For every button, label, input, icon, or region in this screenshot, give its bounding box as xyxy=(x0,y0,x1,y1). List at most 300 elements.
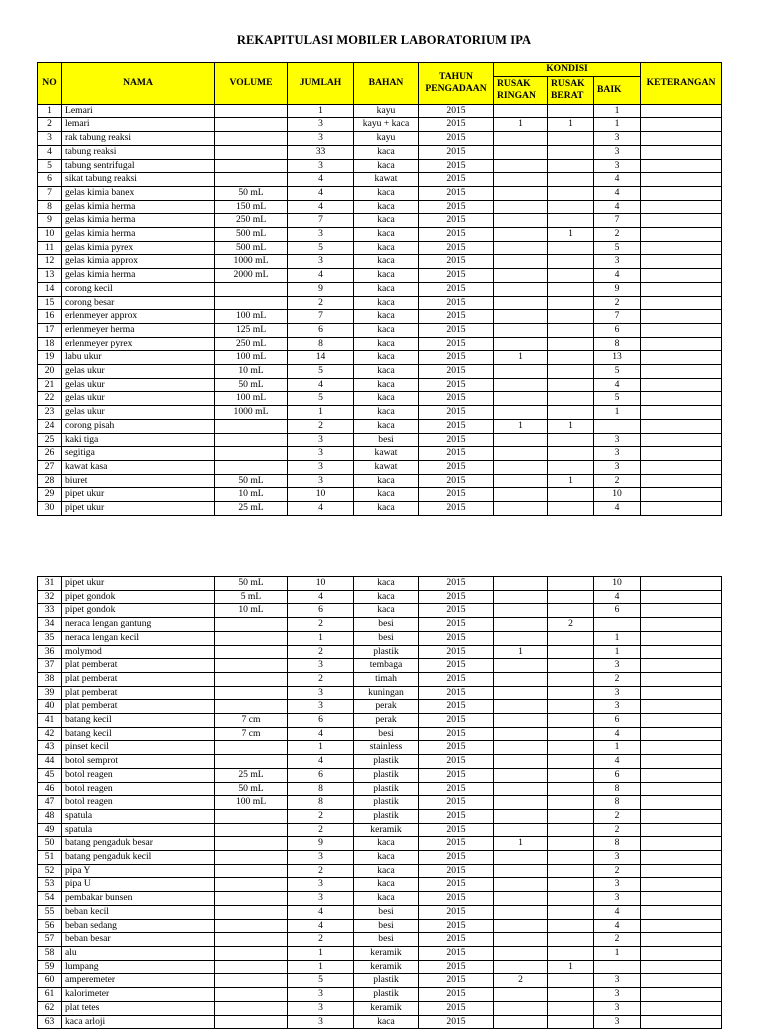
cell-jumlah: 3 xyxy=(288,659,354,673)
cell-bahan: kawat xyxy=(354,460,419,474)
cell-keterangan xyxy=(641,919,722,933)
table-row xyxy=(38,159,722,173)
cell-rusak-berat xyxy=(548,378,594,392)
cell-no: 33 xyxy=(38,604,62,618)
cell-rusak-berat xyxy=(548,946,594,960)
cell-nama: tabung reaksi xyxy=(62,145,215,159)
cell-keterangan xyxy=(641,433,722,447)
cell-baik: 10 xyxy=(594,577,641,591)
cell-baik: 7 xyxy=(594,214,641,228)
cell-rusak-berat xyxy=(548,714,594,728)
table-row xyxy=(38,590,722,604)
cell-bahan: besi xyxy=(354,433,419,447)
cell-volume: 7 cm xyxy=(215,727,288,741)
cell-bahan: plastik xyxy=(354,974,419,988)
cell-nama: botol semprot xyxy=(62,755,215,769)
cell-nama: segitiga xyxy=(62,447,215,461)
cell-baik: 4 xyxy=(594,502,641,516)
cell-volume: 125 mL xyxy=(215,323,288,337)
cell-rusak-ringan xyxy=(494,714,548,728)
cell-bahan: perak xyxy=(354,714,419,728)
cell-rusak-ringan xyxy=(494,796,548,810)
cell-no: 37 xyxy=(38,659,62,673)
cell-nama: gelas ukur xyxy=(62,378,215,392)
cell-no: 6 xyxy=(38,173,62,187)
header-tahun-line2: PENGADAAN xyxy=(425,83,487,95)
cell-no: 57 xyxy=(38,933,62,947)
cell-keterangan xyxy=(641,228,722,242)
cell-jumlah: 10 xyxy=(288,577,354,591)
cell-tahun: 2015 xyxy=(419,590,494,604)
cell-jumlah: 2 xyxy=(288,672,354,686)
cell-volume xyxy=(215,960,288,974)
cell-tahun: 2015 xyxy=(419,132,494,146)
cell-volume: 100 mL xyxy=(215,310,288,324)
cell-nama: beban kecil xyxy=(62,905,215,919)
cell-baik: 2 xyxy=(594,864,641,878)
cell-tahun: 2015 xyxy=(419,741,494,755)
cell-baik: 4 xyxy=(594,919,641,933)
cell-tahun: 2015 xyxy=(419,796,494,810)
cell-keterangan xyxy=(641,310,722,324)
cell-no: 55 xyxy=(38,905,62,919)
cell-rusak-berat xyxy=(548,351,594,365)
cell-volume: 250 mL xyxy=(215,337,288,351)
cell-rusak-ringan xyxy=(494,337,548,351)
cell-rusak-ringan xyxy=(494,296,548,310)
cell-nama: spatula xyxy=(62,809,215,823)
cell-volume xyxy=(215,905,288,919)
cell-keterangan xyxy=(641,672,722,686)
cell-volume: 250 mL xyxy=(215,214,288,228)
cell-jumlah: 2 xyxy=(288,823,354,837)
cell-volume: 5 mL xyxy=(215,590,288,604)
cell-tahun: 2015 xyxy=(419,337,494,351)
cell-jumlah: 8 xyxy=(288,796,354,810)
cell-rusak-ringan xyxy=(494,228,548,242)
cell-volume xyxy=(215,282,288,296)
cell-tahun: 2015 xyxy=(419,988,494,1002)
cell-jumlah: 14 xyxy=(288,351,354,365)
cell-no: 12 xyxy=(38,255,62,269)
cell-bahan: kaca xyxy=(354,864,419,878)
cell-bahan: perak xyxy=(354,700,419,714)
table-row xyxy=(38,782,722,796)
header-rusak-ringan xyxy=(494,76,548,104)
cell-nama: pipet ukur xyxy=(62,577,215,591)
cell-jumlah: 6 xyxy=(288,604,354,618)
cell-bahan: kaca xyxy=(354,892,419,906)
cell-tahun: 2015 xyxy=(419,269,494,283)
cell-no: 59 xyxy=(38,960,62,974)
cell-jumlah: 1 xyxy=(288,946,354,960)
cell-no: 51 xyxy=(38,851,62,865)
cell-tahun: 2015 xyxy=(419,392,494,406)
header-no: NO xyxy=(38,63,62,105)
cell-baik: 1 xyxy=(594,946,641,960)
cell-no: 11 xyxy=(38,241,62,255)
cell-no: 7 xyxy=(38,186,62,200)
cell-bahan: kaca xyxy=(354,337,419,351)
cell-bahan: kaca xyxy=(354,577,419,591)
cell-jumlah: 1 xyxy=(288,960,354,974)
cell-rusak-ringan xyxy=(494,365,548,379)
document-title: REKAPITULASI MOBILER LABORATORIUM IPA xyxy=(236,33,532,47)
header-volume: VOLUME xyxy=(215,63,288,105)
cell-baik: 3 xyxy=(594,255,641,269)
header-keterangan: KETERANGAN xyxy=(641,63,722,105)
cell-rusak-ringan xyxy=(494,672,548,686)
cell-nama: spatula xyxy=(62,823,215,837)
cell-bahan: kaca xyxy=(354,282,419,296)
cell-volume xyxy=(215,686,288,700)
cell-volume: 100 mL xyxy=(215,796,288,810)
cell-bahan: besi xyxy=(354,905,419,919)
cell-keterangan xyxy=(641,474,722,488)
cell-keterangan xyxy=(641,974,722,988)
cell-rusak-ringan xyxy=(494,474,548,488)
cell-no: 49 xyxy=(38,823,62,837)
cell-baik: 6 xyxy=(594,714,641,728)
table-row xyxy=(38,1001,722,1015)
cell-tahun: 2015 xyxy=(419,118,494,132)
cell-rusak-ringan xyxy=(494,488,548,502)
cell-rusak-berat xyxy=(548,282,594,296)
table-row xyxy=(38,892,722,906)
cell-volume xyxy=(215,919,288,933)
cell-baik: 5 xyxy=(594,241,641,255)
cell-keterangan xyxy=(641,1001,722,1015)
header-rusak-berat-line2: BERAT xyxy=(551,90,584,102)
cell-bahan: kaca xyxy=(354,269,419,283)
cell-bahan: besi xyxy=(354,919,419,933)
cell-baik: 5 xyxy=(594,365,641,379)
cell-tahun: 2015 xyxy=(419,768,494,782)
cell-tahun: 2015 xyxy=(419,228,494,242)
cell-rusak-berat: 2 xyxy=(548,618,594,632)
cell-keterangan xyxy=(641,864,722,878)
cell-bahan: plastik xyxy=(354,768,419,782)
cell-no: 27 xyxy=(38,460,62,474)
cell-jumlah: 4 xyxy=(288,186,354,200)
cell-bahan: kaca xyxy=(354,474,419,488)
cell-volume: 10 mL xyxy=(215,365,288,379)
cell-bahan: kaca xyxy=(354,419,419,433)
cell-tahun: 2015 xyxy=(419,214,494,228)
cell-bahan: besi xyxy=(354,933,419,947)
cell-rusak-ringan: 1 xyxy=(494,645,548,659)
cell-tahun: 2015 xyxy=(419,502,494,516)
cell-bahan: kaca xyxy=(354,241,419,255)
cell-bahan: kawat xyxy=(354,173,419,187)
cell-rusak-ringan xyxy=(494,214,548,228)
cell-volume xyxy=(215,1001,288,1015)
cell-nama: pipet ukur xyxy=(62,488,215,502)
cell-tahun: 2015 xyxy=(419,282,494,296)
cell-baik: 1 xyxy=(594,741,641,755)
cell-baik: 4 xyxy=(594,269,641,283)
table-row xyxy=(38,618,722,632)
cell-jumlah: 33 xyxy=(288,145,354,159)
cell-volume: 7 cm xyxy=(215,714,288,728)
cell-bahan: tembaga xyxy=(354,659,419,673)
cell-keterangan xyxy=(641,782,722,796)
cell-no: 53 xyxy=(38,878,62,892)
cell-volume: 50 mL xyxy=(215,378,288,392)
cell-jumlah: 7 xyxy=(288,214,354,228)
cell-bahan: plastik xyxy=(354,796,419,810)
cell-nama: kaki tiga xyxy=(62,433,215,447)
table-row xyxy=(38,460,722,474)
cell-bahan: kaca xyxy=(354,310,419,324)
cell-volume xyxy=(215,618,288,632)
cell-rusak-berat xyxy=(548,864,594,878)
cell-nama: rak tabung reaksi xyxy=(62,132,215,146)
cell-rusak-berat: 1 xyxy=(548,474,594,488)
cell-volume xyxy=(215,173,288,187)
cell-volume: 50 mL xyxy=(215,782,288,796)
cell-baik: 8 xyxy=(594,337,641,351)
cell-keterangan xyxy=(641,337,722,351)
cell-tahun: 2015 xyxy=(419,837,494,851)
cell-no: 60 xyxy=(38,974,62,988)
cell-jumlah: 9 xyxy=(288,282,354,296)
cell-bahan: kayu xyxy=(354,104,419,118)
cell-rusak-berat xyxy=(548,727,594,741)
cell-keterangan xyxy=(641,282,722,296)
cell-rusak-berat xyxy=(548,214,594,228)
cell-no: 61 xyxy=(38,988,62,1002)
cell-rusak-ringan xyxy=(494,241,548,255)
table-row xyxy=(38,118,722,132)
table-row xyxy=(38,768,722,782)
cell-keterangan xyxy=(641,631,722,645)
cell-rusak-berat xyxy=(548,159,594,173)
header-baik: BAIK xyxy=(594,76,641,104)
table-row xyxy=(38,186,722,200)
cell-nama: Lemari xyxy=(62,104,215,118)
cell-nama: erlenmeyer pyrex xyxy=(62,337,215,351)
cell-rusak-ringan xyxy=(494,741,548,755)
cell-rusak-berat: 1 xyxy=(548,228,594,242)
cell-keterangan xyxy=(641,768,722,782)
cell-rusak-berat xyxy=(548,255,594,269)
table-row xyxy=(38,351,722,365)
cell-nama: tabung sentrifugal xyxy=(62,159,215,173)
cell-nama: pipet gondok xyxy=(62,604,215,618)
cell-no: 43 xyxy=(38,741,62,755)
cell-bahan: kaca xyxy=(354,378,419,392)
cell-volume xyxy=(215,892,288,906)
cell-baik: 3 xyxy=(594,988,641,1002)
cell-rusak-berat xyxy=(548,460,594,474)
cell-baik: 1 xyxy=(594,645,641,659)
cell-nama: corong besar xyxy=(62,296,215,310)
cell-baik: 1 xyxy=(594,631,641,645)
table-row xyxy=(38,365,722,379)
header-jumlah: JUMLAH xyxy=(288,63,354,105)
cell-no: 54 xyxy=(38,892,62,906)
cell-baik: 2 xyxy=(594,474,641,488)
cell-baik: 3 xyxy=(594,974,641,988)
cell-bahan: keramik xyxy=(354,823,419,837)
cell-nama: erlenmeyer herma xyxy=(62,323,215,337)
cell-no: 41 xyxy=(38,714,62,728)
cell-no: 52 xyxy=(38,864,62,878)
cell-rusak-berat xyxy=(548,809,594,823)
cell-volume: 25 mL xyxy=(215,502,288,516)
cell-rusak-berat xyxy=(548,686,594,700)
cell-tahun: 2015 xyxy=(419,672,494,686)
cell-volume: 50 mL xyxy=(215,186,288,200)
table-row xyxy=(38,323,722,337)
cell-bahan: kayu + kaca xyxy=(354,118,419,132)
cell-rusak-ringan xyxy=(494,173,548,187)
cell-no: 25 xyxy=(38,433,62,447)
cell-rusak-ringan: 1 xyxy=(494,419,548,433)
header-rusak-berat xyxy=(548,76,594,104)
cell-rusak-berat xyxy=(548,755,594,769)
cell-rusak-ringan xyxy=(494,433,548,447)
inventory-table-part-2 xyxy=(37,576,722,1029)
cell-tahun: 2015 xyxy=(419,659,494,673)
cell-rusak-ringan xyxy=(494,700,548,714)
cell-keterangan xyxy=(641,755,722,769)
cell-keterangan xyxy=(641,214,722,228)
cell-tahun: 2015 xyxy=(419,460,494,474)
cell-baik: 3 xyxy=(594,892,641,906)
cell-rusak-ringan xyxy=(494,878,548,892)
cell-nama: kawat kasa xyxy=(62,460,215,474)
cell-baik: 8 xyxy=(594,796,641,810)
cell-bahan: kaca xyxy=(354,186,419,200)
cell-no: 5 xyxy=(38,159,62,173)
cell-no: 9 xyxy=(38,214,62,228)
cell-no: 16 xyxy=(38,310,62,324)
cell-bahan: kaca xyxy=(354,145,419,159)
cell-no: 23 xyxy=(38,406,62,420)
cell-bahan: plastik xyxy=(354,809,419,823)
cell-nama: erlenmeyer approx xyxy=(62,310,215,324)
cell-nama: gelas kimia banex xyxy=(62,186,215,200)
cell-volume xyxy=(215,159,288,173)
cell-tahun: 2015 xyxy=(419,933,494,947)
cell-rusak-berat xyxy=(548,173,594,187)
cell-volume xyxy=(215,460,288,474)
cell-nama: beban besar xyxy=(62,933,215,947)
cell-bahan: kaca xyxy=(354,502,419,516)
cell-nama: plat pemberat xyxy=(62,672,215,686)
cell-baik: 4 xyxy=(594,173,641,187)
cell-nama: plat pemberat xyxy=(62,700,215,714)
cell-no: 30 xyxy=(38,502,62,516)
cell-bahan: kayu xyxy=(354,132,419,146)
cell-keterangan xyxy=(641,988,722,1002)
cell-keterangan xyxy=(641,878,722,892)
cell-rusak-berat xyxy=(548,577,594,591)
cell-nama: gelas kimia herma xyxy=(62,200,215,214)
cell-keterangan xyxy=(641,809,722,823)
table-row xyxy=(38,241,722,255)
cell-rusak-ringan xyxy=(494,392,548,406)
table-row xyxy=(38,809,722,823)
cell-baik: 3 xyxy=(594,878,641,892)
cell-keterangan xyxy=(641,447,722,461)
cell-bahan: besi xyxy=(354,631,419,645)
table-row xyxy=(38,755,722,769)
cell-baik: 3 xyxy=(594,700,641,714)
cell-rusak-ringan xyxy=(494,782,548,796)
cell-keterangan xyxy=(641,488,722,502)
cell-baik: 4 xyxy=(594,755,641,769)
cell-no: 4 xyxy=(38,145,62,159)
cell-tahun: 2015 xyxy=(419,905,494,919)
cell-no: 62 xyxy=(38,1001,62,1015)
table-row xyxy=(38,988,722,1002)
header-kondisi: KONDISI xyxy=(494,63,641,77)
cell-rusak-berat xyxy=(548,919,594,933)
cell-baik: 2 xyxy=(594,296,641,310)
cell-jumlah: 4 xyxy=(288,378,354,392)
cell-rusak-ringan xyxy=(494,460,548,474)
cell-baik: 3 xyxy=(594,1015,641,1029)
cell-keterangan xyxy=(641,200,722,214)
table-row xyxy=(38,933,722,947)
cell-rusak-berat xyxy=(548,433,594,447)
cell-bahan: kaca xyxy=(354,200,419,214)
cell-baik: 3 xyxy=(594,145,641,159)
cell-jumlah: 3 xyxy=(288,851,354,865)
cell-volume xyxy=(215,145,288,159)
table-body-part-1 xyxy=(38,104,722,515)
cell-rusak-berat xyxy=(548,933,594,947)
cell-rusak-berat xyxy=(548,782,594,796)
table-row xyxy=(38,255,722,269)
cell-volume xyxy=(215,974,288,988)
cell-keterangan xyxy=(641,700,722,714)
cell-nama: kalorimeter xyxy=(62,988,215,1002)
table-row xyxy=(38,200,722,214)
cell-rusak-ringan xyxy=(494,406,548,420)
cell-nama: plat pemberat xyxy=(62,686,215,700)
table-row xyxy=(38,282,722,296)
cell-bahan: kaca xyxy=(354,837,419,851)
cell-nama: pipet ukur xyxy=(62,502,215,516)
cell-jumlah: 3 xyxy=(288,686,354,700)
cell-rusak-ringan xyxy=(494,186,548,200)
cell-keterangan xyxy=(641,296,722,310)
cell-keterangan xyxy=(641,714,722,728)
cell-volume xyxy=(215,946,288,960)
table-row xyxy=(38,173,722,187)
cell-tahun: 2015 xyxy=(419,488,494,502)
cell-bahan: keramik xyxy=(354,960,419,974)
cell-nama: pembakar bunsen xyxy=(62,892,215,906)
cell-volume xyxy=(215,700,288,714)
cell-jumlah: 8 xyxy=(288,782,354,796)
cell-nama: batang pengaduk kecil xyxy=(62,851,215,865)
cell-baik: 3 xyxy=(594,851,641,865)
cell-rusak-berat xyxy=(548,892,594,906)
table-row xyxy=(38,488,722,502)
cell-baik: 3 xyxy=(594,433,641,447)
cell-nama: gelas ukur xyxy=(62,406,215,420)
cell-bahan: besi xyxy=(354,618,419,632)
cell-no: 32 xyxy=(38,590,62,604)
cell-tahun: 2015 xyxy=(419,365,494,379)
cell-keterangan xyxy=(641,933,722,947)
cell-jumlah: 9 xyxy=(288,837,354,851)
